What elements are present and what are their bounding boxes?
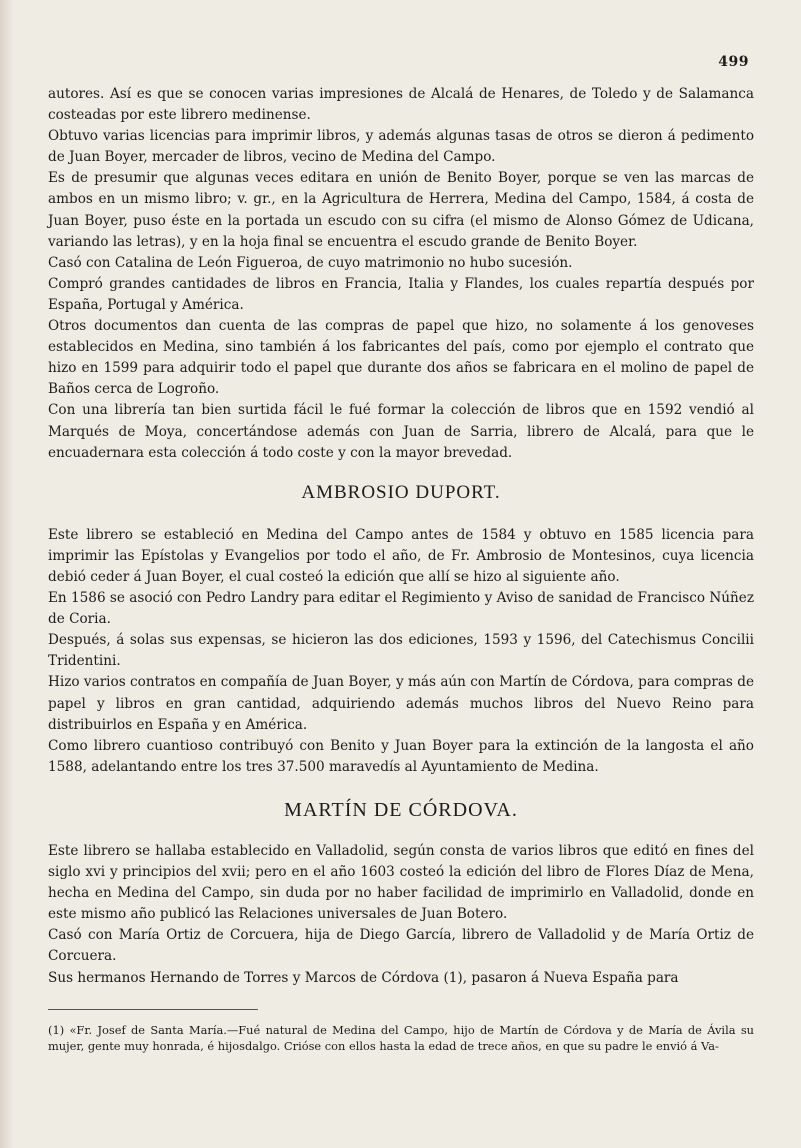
paragraph: En 1586 se asoció con Pedro Landry para editar el Regimiento y Aviso de sanidad de Francisco Núñez de Coria. <box>48 590 754 628</box>
paragraph: autores. Así es que se conocen varias impresiones de Alcalá de Henares, de Toledo y de Salamanca costeadas por este librero medinense. <box>48 86 754 124</box>
paragraph: Otros documentos dan cuenta de las compras de papel que hizo, no solamente á los genoveses establecidos en Medina, sino también á los fabricantes del país, como por ejemplo el contrato que hizo en 1599 para adquirir todo el papel que durante dos años se fabricara en el molino de papel de Baños cerca de Logroño. <box>48 318 754 398</box>
paragraph: Con una librería tan bien surtida fácil le fué formar la colección de libros que en 1592 vendió al Marqués de Moya, concertándose además con Juan de Sarria, librero de Alcalá, para que le encuadernara esta colección á todo coste y con la mayor brevedad. <box>48 402 754 461</box>
section-heading-martin-de-cordova: MARTÍN DE CÓRDOVA. <box>284 798 518 821</box>
section-martin-de-cordova <box>48 841 754 989</box>
paragraph: Casó con María Ortiz de Corcuera, hija de Diego García, librero de Valladolid y de María Ortiz de Corcuera. <box>48 927 754 965</box>
section-ambrosio-duport <box>48 525 754 778</box>
paragraph: Como librero cuantioso contribuyó con Benito y Juan Boyer para la extinción de la langosta el año 1588, adelantando entre los tres 37.500 maravedís al Ayuntamiento de Medina. <box>48 737 754 775</box>
paragraph: Después, á solas sus expensas, se hicieron las dos ediciones, 1593 y 1596, del Catechismus Concilii Tridentini. <box>48 632 754 670</box>
page-number: 499 <box>718 54 749 70</box>
paragraph: Sus hermanos Hernando de Torres y Marcos de Córdova (1), pasaron á Nueva España para <box>48 969 679 986</box>
paragraph: Hizo varios contratos en compañía de Juan Boyer, y más aún con Martín de Córdova, para compras de papel y libros en gran cantidad, adquiriendo además muchos libros del Nuevo Reino para distribuirlos en España y en América. <box>48 674 754 733</box>
paragraph: Compró grandes cantidades de libros en Francia, Italia y Flandes, los cuales repartía después por España, Portugal y América. <box>48 275 754 313</box>
footnote-divider <box>48 1009 258 1010</box>
paragraph: Este librero se estableció en Medina del Campo antes de 1584 y obtuvo en 1585 licencia para imprimir las Epístolas y Evangelios por todo el año, de Fr. Ambrosio de Montesinos, cuya licencia debió ceder á Juan Boyer, el cual costeó la edición que allí se hizo al siguiente año. <box>48 526 754 585</box>
page-body <box>48 84 754 1054</box>
paragraph: Es de presumir que algunas veces editara en unión de Benito Boyer, porque se ven las marcas de ambos en un mismo libro; v. gr., en la Agricultura de Herrera, Medina del Campo, 1584, á costa de Juan Boyer, puso éste en la portada un escudo con su cifra (el mismo de Alonso Gómez de Udicana, variando las letras), y en la hoja final se encuentra el escudo grande de Benito Boyer. <box>48 170 754 250</box>
page-edge-shadow <box>0 0 14 1148</box>
footnote: (1) «Fr. Josef de Santa María.—Fué natural de Medina del Campo, hijo de Martín de Córdova y de María de Ávila su mujer, gente muy honrada, é hijosdalgo. Crióse con ellos hasta la edad de trece años, en que su padre le envió á Va- <box>48 1022 754 1053</box>
paragraph: Casó con Catalina de León Figueroa, de cuyo matrimonio no hubo sucesión. <box>48 254 573 271</box>
section-heading-ambrosio-duport: AMBROSIO DUPORT. <box>301 481 501 503</box>
paragraph: Obtuvo varias licencias para imprimir libros, y además algunas tasas de otros se dieron á pedimento de Juan Boyer, mercader de libros, vecino de Medina del Campo. <box>48 128 754 166</box>
section-juan-boyer <box>48 84 754 464</box>
paragraph: Este librero se hallaba establecido en Valladolid, según consta de varios libros que editó en fines del siglo xvi y principios del xvii; pero en el año 1603 costeó la edición del libro de Flores Díaz de Mena, hecha en Medina del Campo, sin duda por no haber facilidad de imprimirlo en Valladolid, donde en este mismo año publicó las Relaciones universales de Juan Botero. <box>48 843 754 923</box>
